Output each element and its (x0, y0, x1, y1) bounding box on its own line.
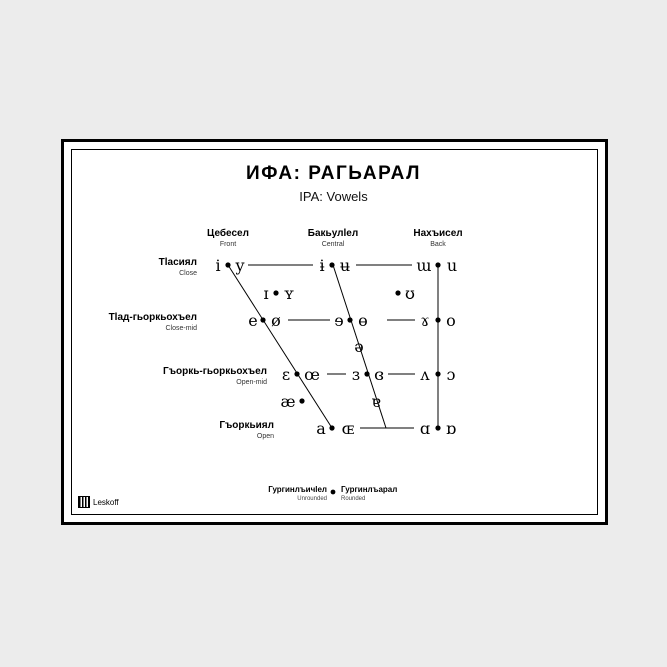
row-open-mid-label: Гъоркь-гьоркьохъел (163, 366, 267, 377)
row-close-label: Тlасиял (158, 257, 197, 268)
qr-code-icon (78, 496, 90, 508)
vowel-ə: ə (354, 337, 364, 356)
legend-unrounded (255, 485, 327, 502)
column-back-sublabel: Back (430, 241, 446, 248)
vowel-ɔ: ɔ (446, 365, 456, 384)
vowel-ɒ: ɒ (445, 419, 457, 438)
column-central-label: Бакьулlел (307, 228, 359, 239)
column-front-label: Цебесел (207, 228, 249, 239)
row-open-sublabel: Open (256, 433, 274, 440)
brand-logo (78, 496, 119, 508)
row-open-mid-sublabel: Open-mid (236, 379, 267, 386)
row-close-mid-label: Тlад-гьоркьохъел (108, 312, 197, 323)
legend-rounded (341, 485, 421, 502)
vowel-o: o (446, 311, 456, 330)
vowel-ɨ: ɨ (319, 256, 325, 275)
vowel-ɤ: ɤ (420, 311, 430, 330)
vowel-œ: œ (304, 365, 320, 384)
vowel-ɵ: ɵ (358, 311, 368, 330)
dot-æ (299, 398, 304, 403)
row-close-mid-sublabel: Close-mid (165, 325, 197, 332)
row-open-label: Гъоркьиял (219, 420, 274, 431)
row-close-sublabel: Close (179, 270, 197, 277)
vowel-y: y (235, 256, 245, 275)
vowel-æ: æ (280, 392, 296, 411)
dot-i-y (225, 262, 230, 267)
page-subtitle: IPA: Vowels (299, 189, 368, 204)
vowel-u: u (446, 256, 458, 275)
legend-rounded-sublabel: Rounded (341, 496, 366, 502)
vowel-ɪ: ɪ (263, 284, 269, 303)
vowel-ɑ: ɑ (419, 419, 431, 438)
vowel-e: e (248, 311, 258, 330)
column-back-label: Нахъисел (413, 228, 463, 239)
legend-unrounded-sublabel: Unrounded (297, 496, 327, 502)
dot-ɛ-œ (294, 371, 299, 376)
dot-ɘ-ɵ (347, 317, 352, 322)
brand-name: Leskoff (93, 497, 119, 507)
dot-ɪ-ʏ (273, 290, 278, 295)
column-front-sublabel: Front (219, 241, 237, 248)
dot-ɜ-ɞ (364, 371, 369, 376)
vowel-ɶ: ɶ (341, 419, 355, 438)
dot-ɨ-ʉ (329, 262, 334, 267)
vowel-a: a (316, 419, 326, 438)
vowel-ɘ: ɘ (334, 311, 344, 330)
dot-ɑ-ɒ (435, 425, 440, 430)
dot-ɯ-u (435, 262, 440, 267)
page-title: ИФА: РАГЬАРАЛ (246, 163, 421, 184)
vowel-ɛ: ɛ (281, 365, 291, 384)
vowel-ʏ: ʏ (283, 284, 295, 303)
vowel-ɞ: ɞ (374, 365, 384, 384)
vowel-ɯ: ɯ (416, 256, 432, 275)
vowel-glyphs (215, 256, 457, 438)
legend-dot (331, 490, 336, 495)
dot-ʊ (395, 290, 400, 295)
column-central-sublabel: Central (321, 241, 345, 248)
dot-ʌ-ɔ (435, 371, 440, 376)
vowel-ʉ: ʉ (339, 256, 351, 275)
legend-unrounded-label: Гургинлъичlел (268, 485, 327, 494)
dot-ɤ-o (435, 317, 440, 322)
vowel-ʌ: ʌ (420, 365, 430, 384)
vowel-ɐ: ɐ (371, 392, 381, 411)
vowel-i: i (215, 256, 221, 275)
legend-rounded-label: Гургинлъарал (341, 485, 398, 494)
vowel-ʊ: ʊ (405, 284, 415, 303)
dot-e-ø (260, 317, 265, 322)
dot-a-ɶ (329, 425, 334, 430)
vowel-ɜ: ɜ (351, 365, 361, 384)
vowel-ø: ø (271, 311, 281, 330)
